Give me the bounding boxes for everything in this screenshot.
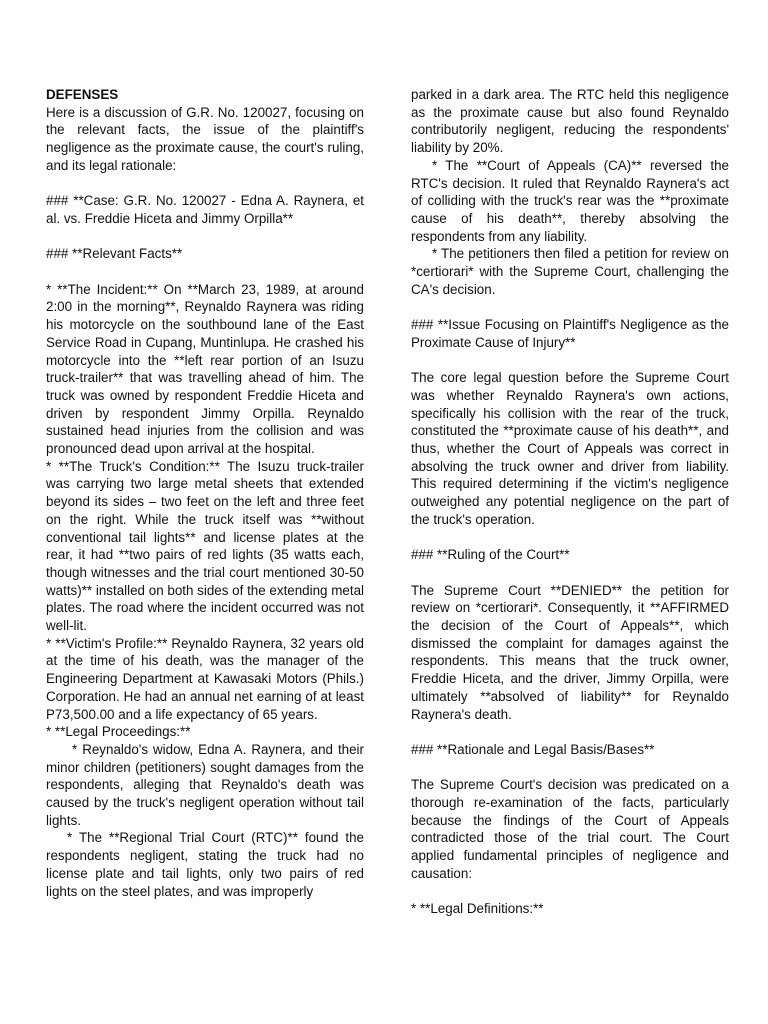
subbullet-court-of-appeals: * The **Court of Appeals (CA)** reversed the RTC's decision. It ruled that Reynaldo Raynera's act of colliding with the truck's rear was the **proximate cause of his death**, thereby absolving the respondents from any liability. — [411, 157, 729, 244]
bullet-victim-profile: * **Victim's Profile:** Reynaldo Raynera, 32 years old at the time of his death, was the manager of the Engineering Department at Kawasaki Motors (Phils.) Corporation. He had an annual net earning of at least P73,500.00 and a life expectancy of 65 years. — [46, 635, 364, 722]
bullet-legal-proceedings: * **Legal Proceedings:** — [46, 724, 191, 740]
ruling-paragraph: The Supreme Court **DENIED** the petition for review on *certiorari*. Consequently, it **AFFIRMED the decision of the Court of Appeals**, which dismissed the complaint for damages against the respondents. This means that the truck owner, Freddie Hiceta, and the driver, Jimmy Orpilla, were ultimately **absolved of liability** for Reynaldo Raynera's death. — [411, 582, 729, 722]
heading-defenses: DEFENSES — [46, 87, 119, 102]
subbullet-widow: * Reynaldo's widow, Edna A. Raynera, and their minor children (petitioners) sought damages from the respondents, alleging that Reynaldo's death was caused by the truck's negligent operation without tail lights. — [46, 741, 364, 828]
ruling-heading: ### **Ruling of the Court** — [411, 547, 570, 563]
relevant-facts-heading: ### **Relevant Facts** — [46, 246, 183, 262]
intro-paragraph: Here is a discussion of G.R. No. 120027, focusing on the relevant facts, the issue of the plaintiff's negligence as the proximate cause, the court's ruling, and its legal rationale: — [46, 104, 364, 173]
left-column — [46, 86, 364, 900]
bullet-truck-condition: * **The Truck's Condition:** The Isuzu truck-trailer was carrying two large metal sheets that extended beyond its sides – two feet on the left and three feet on the right. While the truck itself was **without conventional tail lights** and license plates at the rear, it had **two pairs of red lights (35 watts each, though witnesses and the trial court mentioned 30-50 watts)** installed on both sides of the extending metal plates. The road where the incident occurred was not well-lit. — [46, 458, 364, 634]
case-title: ### **Case: G.R. No. 120027 - Edna A. Raynera, et al. vs. Freddie Hiceta and Jimmy Orpilla** — [46, 193, 364, 226]
rtc-continuation: parked in a dark area. The RTC held this negligence as the proximate cause but also found Reynaldo contributorily negligent, reducing the respondents' liability by 20%. — [411, 87, 729, 156]
bullet-legal-definitions: * **Legal Definitions:** — [411, 901, 544, 917]
issue-paragraph: The core legal question before the Supreme Court was whether Reynaldo Raynera's own actions, specifically his collision with the rear of the truck, constituted the **proximate cause of his death**, and thus, whether the Court of Appeals was correct in absolving the truck owner and driver from liability. This required determining if the victim's negligence outweighed any potential negligence on the part of the truck's operation. — [411, 370, 729, 527]
issue-heading: ### **Issue Focusing on Plaintiff's Negligence as the Proximate Cause of Injury** — [411, 317, 729, 350]
subbullet-petition: * The petitioners then filed a petition for review on *certiorari* with the Supreme Court, challenging the CA's decision. — [411, 246, 729, 297]
right-column — [411, 86, 729, 918]
subbullet-rtc: * The **Regional Trial Court (RTC)** found the respondents negligent, stating the truck had no license plate and tail lights, only two pairs of red lights on the steel plates, and was improperly — [46, 830, 364, 899]
rationale-paragraph: The Supreme Court's decision was predicated on a thorough re-examination of the facts, particularly because the findings of the Court of Appeals contradicted those of the trial court. The Court applied fundamental principles of negligence and causation: — [411, 777, 729, 881]
bullet-incident: * **The Incident:** On **March 23, 1989, at around 2:00 in the morning**, Reynaldo Raynera was riding his motorcycle on the southbound lane of the East Service Road in Cupang, Muntinlupa. He crashed his motorcycle into the **left rear portion of an Isuzu truck-trailer** that was travelling ahead of him. The truck was owned by respondent Freddie Hiceta and driven by respondent Jimmy Orpilla. Reynaldo sustained head injuries from the collision and was pronounced dead upon arrival at the hospital. — [46, 281, 364, 457]
rationale-heading: ### **Rationale and Legal Basis/Bases** — [411, 741, 655, 757]
